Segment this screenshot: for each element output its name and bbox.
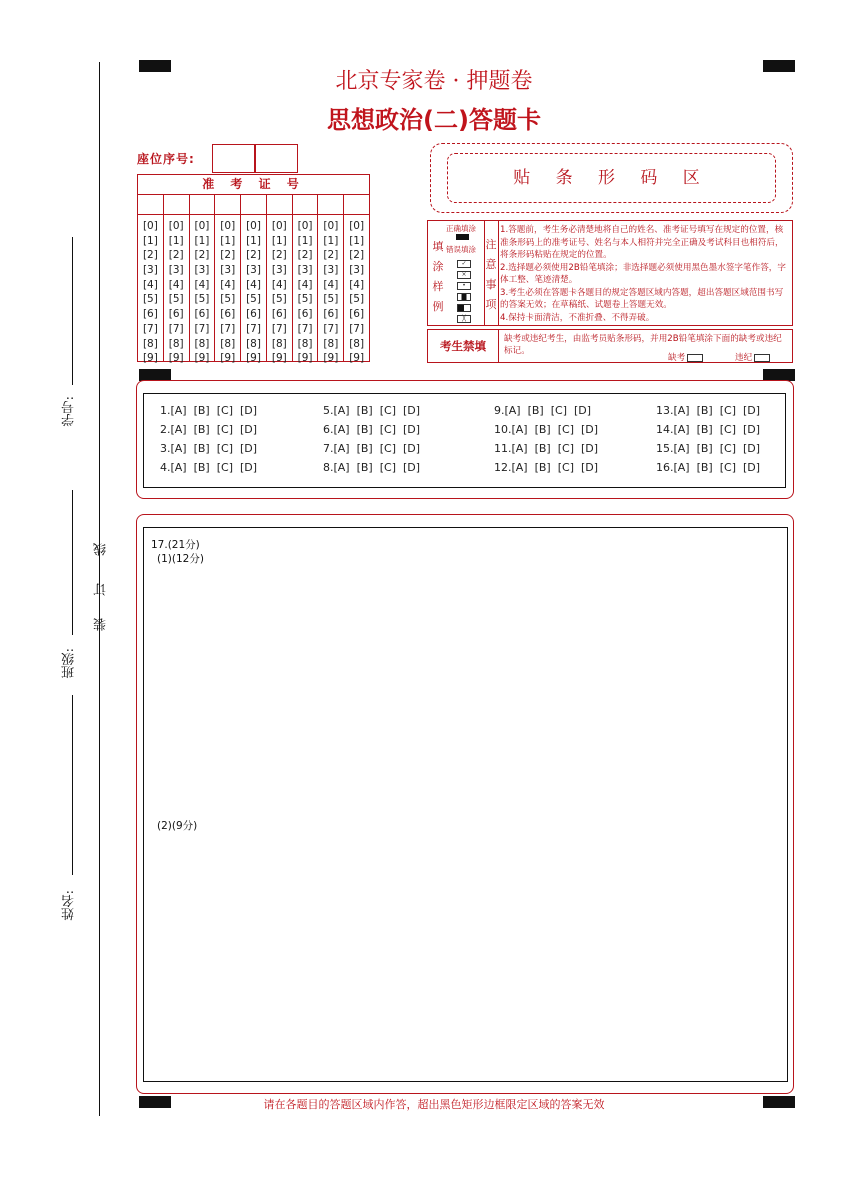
exam-digit-bubble[interactable]: [5]	[246, 293, 261, 306]
exam-digit-bubble[interactable]: [5]	[349, 293, 365, 306]
exam-number-write-cell[interactable]	[267, 194, 292, 215]
absent-mark[interactable]: 缺考	[668, 351, 703, 363]
mcq-question-9[interactable]: 9.[A] [B] [C] [D]	[494, 404, 592, 417]
exam-digit-bubble[interactable]: [4]	[349, 278, 365, 291]
notice-item-3: 3.考生必须在答题卡各题目的规定答题区域内答题，超出答题区域范围书写的答案无效；在草稿纸、试题卷上答题无效。	[500, 287, 784, 310]
exam-digit-bubble[interactable]: [1]	[142, 234, 158, 247]
absent-checkbox[interactable]	[687, 354, 703, 362]
exam-number-table	[137, 174, 370, 365]
exam-digit-bubble[interactable]: [5]	[220, 293, 236, 306]
exam-digit-bubble[interactable]: [6]	[246, 308, 261, 321]
exam-digit-bubble[interactable]: [1]	[220, 234, 236, 247]
exam-digit-bubble[interactable]: [4]	[220, 278, 236, 291]
exam-digit-bubble[interactable]: [5]	[297, 293, 313, 306]
wrong-sample-cross-icon: ×	[457, 271, 471, 279]
fill-example	[428, 221, 485, 325]
exam-number-column	[318, 194, 344, 365]
student-id-label: 学号:	[62, 396, 77, 427]
exam-digit-bubble[interactable]: [8]	[349, 337, 365, 350]
answer-card-title: 思想政治(二)答题卡	[327, 106, 541, 134]
mcq-question-15[interactable]: 15.[A] [B] [C] [D]	[656, 442, 761, 455]
exam-number-write-cell[interactable]	[190, 194, 215, 215]
mcq-question-7[interactable]: 7.[A] [B] [C] [D]	[323, 442, 421, 455]
essay-section	[136, 514, 794, 1094]
exam-digit-bubble[interactable]: [3]	[271, 264, 287, 277]
exam-digit-bubble[interactable]: [9]	[323, 352, 339, 365]
exam-digit-bubble[interactable]: [1]	[297, 234, 313, 247]
exam-number-column	[190, 194, 216, 365]
invigilator-only-text: 缺考或违纪考生，由监考员贴条形码，并用2B铅笔填涂下面的缺考或违纪标记。	[504, 334, 782, 356]
exam-digit-bubble[interactable]: [2]	[142, 249, 158, 262]
fill-example-vertical-label: 填 涂 样 例	[432, 240, 444, 313]
exam-digit-bubble[interactable]: [7]	[142, 322, 158, 335]
barcode-label: 贴 条 形 码 区	[447, 153, 776, 203]
exam-digit-bubble[interactable]: [2]	[220, 249, 236, 262]
exam-digit-bubble[interactable]: [1]	[194, 234, 210, 247]
binding-text-zhuang: 装	[94, 618, 109, 631]
mcq-question-11[interactable]: 11.[A] [B] [C] [D]	[494, 442, 599, 455]
exam-digit-bubble[interactable]: [3]	[323, 264, 339, 277]
notice-item-2: 2.选择题必须使用2B铅笔填涂；非选择题必须使用黑色墨水签字笔作答，字体工整、笔迹清楚。	[500, 262, 786, 285]
question-17-part-1: (1)(12分)	[157, 553, 204, 565]
exam-digit-bubble[interactable]: [1]	[168, 234, 184, 247]
exam-number-write-cell[interactable]	[318, 194, 343, 215]
exam-digit-bubble[interactable]: [8]	[246, 337, 261, 350]
exam-digit-bubble[interactable]: [4]	[194, 278, 210, 291]
wrong-fill-label: 错误填涂	[446, 245, 476, 254]
exam-number-write-cell[interactable]	[293, 194, 318, 215]
exam-digit-bubble[interactable]: [9]	[246, 352, 261, 365]
wrong-sample-diagonal-icon: ╳	[457, 315, 471, 323]
exam-digit-bubble[interactable]: [0]	[168, 220, 184, 232]
exam-number-column	[293, 194, 319, 365]
exam-digit-bubble[interactable]: [6]	[323, 308, 339, 321]
exam-digit-bubble[interactable]: [5]	[271, 293, 287, 306]
exam-digit-bubble[interactable]: [8]	[142, 337, 158, 350]
exam-number-title: 准 考 证 号	[138, 175, 369, 195]
exam-digit-bubble[interactable]: [7]	[297, 322, 313, 335]
student-id-line	[72, 237, 73, 385]
name-line	[72, 695, 73, 875]
exam-digit-bubble[interactable]: [7]	[194, 322, 210, 335]
mcq-question-10[interactable]: 10.[A] [B] [C] [D]	[494, 423, 599, 436]
mcq-question-8[interactable]: 8.[A] [B] [C] [D]	[323, 461, 421, 474]
exam-digit-bubble[interactable]: [2]	[168, 249, 184, 262]
mcq-question-5[interactable]: 5.[A] [B] [C] [D]	[323, 404, 421, 417]
exam-digit-bubble[interactable]: [1]	[323, 234, 339, 247]
exam-digit-bubble[interactable]: [6]	[142, 308, 158, 321]
exam-digit-bubble[interactable]: [6]	[168, 308, 184, 321]
exam-digit-bubble[interactable]: [0]	[323, 220, 339, 232]
exam-digit-bubble[interactable]: [7]	[168, 322, 184, 335]
exam-digit-bubble[interactable]: [9]	[271, 352, 287, 365]
exam-number-write-cell[interactable]	[344, 194, 369, 215]
exam-digit-bubble[interactable]: [2]	[194, 249, 210, 262]
notice-box	[427, 220, 793, 326]
exam-number-column	[267, 194, 293, 365]
exam-digit-bubble[interactable]: [3]	[297, 264, 313, 277]
name-label: 姓名:	[62, 890, 77, 921]
correct-fill-label: 正确填涂	[446, 224, 476, 233]
exam-digit-bubble[interactable]: [8]	[271, 337, 287, 350]
footer-warning: 请在各题目的答题区域内作答，超出黑色矩形边框限定区域的答案无效	[263, 1098, 605, 1111]
exam-digit-bubble[interactable]: [2]	[349, 249, 365, 262]
exam-number-write-cell[interactable]	[138, 194, 163, 215]
exam-digit-bubble[interactable]: [6]	[271, 308, 287, 321]
exam-digit-bubble[interactable]: [4]	[297, 278, 313, 291]
exam-digit-bubble[interactable]: [6]	[349, 308, 365, 321]
violation-mark[interactable]: 违纪	[735, 351, 770, 363]
exam-series-title: 北京专家卷 · 押题卷	[335, 69, 533, 94]
exam-digit-bubble[interactable]: [5]	[142, 293, 158, 306]
exam-digit-bubble[interactable]: [4]	[246, 278, 261, 291]
mcq-question-3[interactable]: 3.[A] [B] [C] [D]	[160, 442, 258, 455]
exam-digit-bubble[interactable]: [5]	[168, 293, 184, 306]
exam-digit-bubble[interactable]: [9]	[168, 352, 184, 365]
exam-number-column	[215, 194, 241, 365]
exam-number-write-cell[interactable]	[241, 194, 266, 215]
exam-digit-bubble[interactable]: [3]	[142, 264, 158, 277]
exam-digit-bubble[interactable]: [8]	[168, 337, 184, 350]
exam-digit-bubble[interactable]: [4]	[168, 278, 184, 291]
exam-digit-bubble[interactable]: [0]	[142, 220, 158, 232]
violation-checkbox[interactable]	[754, 354, 770, 362]
invigilator-only-label: 考生禁填	[428, 330, 499, 362]
exam-number-column	[241, 194, 267, 365]
exam-digit-bubble[interactable]: [0]	[349, 220, 365, 232]
exam-digit-bubble[interactable]: [8]	[194, 337, 210, 350]
exam-digit-bubble[interactable]: [2]	[271, 249, 287, 262]
wrong-sample-check-icon: ✓	[457, 260, 471, 268]
exam-digit-bubble[interactable]: [2]	[246, 249, 261, 262]
exam-number-write-cell[interactable]	[164, 194, 189, 215]
exam-digit-bubble[interactable]: [7]	[246, 322, 261, 335]
exam-number-column	[138, 194, 164, 365]
exam-digit-bubble[interactable]: [5]	[194, 293, 210, 306]
mcq-question-2[interactable]: 2.[A] [B] [C] [D]	[160, 423, 258, 436]
exam-number-columns	[138, 194, 369, 365]
seat-number-box-1[interactable]	[212, 144, 256, 173]
essay-answer-frame[interactable]	[143, 527, 788, 1082]
mcq-question-16[interactable]: 16.[A] [B] [C] [D]	[656, 461, 761, 474]
barcode-area	[430, 143, 793, 213]
exam-digit-bubble[interactable]: [9]	[349, 352, 365, 365]
exam-digit-bubble[interactable]: [8]	[297, 337, 313, 350]
exam-digit-bubble[interactable]: [6]	[220, 308, 236, 321]
exam-digit-bubble[interactable]: [4]	[271, 278, 287, 291]
exam-digit-bubble[interactable]: [6]	[297, 308, 313, 321]
exam-digit-bubble[interactable]: [8]	[323, 337, 339, 350]
exam-digit-bubble[interactable]: [3]	[349, 264, 365, 277]
exam-digit-bubble[interactable]: [1]	[246, 234, 261, 247]
mcq-question-14[interactable]: 14.[A] [B] [C] [D]	[656, 423, 761, 436]
wrong-sample-half-icon	[457, 304, 471, 312]
notice-items	[500, 224, 788, 324]
exam-digit-bubble[interactable]: [0]	[271, 220, 287, 232]
seat-number-box-2[interactable]	[254, 144, 298, 173]
multiple-choice-section	[136, 380, 794, 499]
wrong-fill-samples	[457, 257, 471, 323]
exam-digit-bubble[interactable]: [2]	[323, 249, 339, 262]
class-label: 班级:	[62, 648, 77, 679]
exam-digit-bubble[interactable]: [7]	[271, 322, 287, 335]
seat-number-label: 座位序号:	[137, 152, 195, 166]
exam-number-column	[164, 194, 190, 365]
question-17-title: 17.(21分)	[151, 539, 200, 551]
mcq-question-4[interactable]: 4.[A] [B] [C] [D]	[160, 461, 258, 474]
mcq-question-12[interactable]: 12.[A] [B] [C] [D]	[494, 461, 599, 474]
exam-digit-bubble[interactable]: [7]	[220, 322, 236, 335]
exam-digit-bubble[interactable]: [2]	[297, 249, 313, 262]
notice-item-1: 1.答题前，考生务必清楚地将自己的姓名、准考证号填写在规定的位置，核准条形码上的准考证号、姓名与本人相符并完全正确及考试科目也相符后，将条形码粘贴在规定的位置。	[500, 225, 784, 260]
mcq-question-1[interactable]: 1.[A] [B] [C] [D]	[160, 404, 258, 417]
exam-digit-bubble[interactable]: [7]	[323, 322, 339, 335]
exam-digit-bubble[interactable]: [4]	[323, 278, 339, 291]
exam-digit-bubble[interactable]: [3]	[168, 264, 184, 277]
exam-digit-bubble[interactable]: [6]	[194, 308, 210, 321]
mcq-question-13[interactable]: 13.[A] [B] [C] [D]	[656, 404, 761, 417]
class-line	[72, 490, 73, 635]
invigilator-only-box	[427, 329, 793, 363]
exam-digit-bubble[interactable]: [3]	[246, 264, 261, 277]
exam-digit-bubble[interactable]: [3]	[194, 264, 210, 277]
exam-digit-bubble[interactable]: [5]	[323, 293, 339, 306]
exam-digit-bubble[interactable]: [0]	[297, 220, 313, 232]
wrong-sample-partial-icon	[457, 293, 471, 301]
notice-vertical-label: 注 意 事 项	[484, 221, 499, 325]
exam-digit-bubble[interactable]: [9]	[220, 352, 236, 365]
exam-digit-bubble[interactable]: [1]	[271, 234, 287, 247]
binding-text-ding: 订	[94, 583, 109, 596]
exam-digit-bubble[interactable]: [8]	[220, 337, 236, 350]
exam-digit-bubble[interactable]: [0]	[194, 220, 210, 232]
question-17-part-2: (2)(9分)	[157, 820, 198, 832]
notice-item-4: 4.保持卡面清洁，不准折叠、不得弄破。	[500, 312, 655, 323]
exam-digit-bubble[interactable]: [9]	[142, 352, 158, 365]
exam-digit-bubble[interactable]: [3]	[220, 264, 236, 277]
exam-digit-bubble[interactable]: [9]	[297, 352, 313, 365]
exam-digit-bubble[interactable]: [7]	[349, 322, 365, 335]
exam-digit-bubble[interactable]: [0]	[246, 220, 261, 232]
mcq-question-6[interactable]: 6.[A] [B] [C] [D]	[323, 423, 421, 436]
exam-number-column	[344, 194, 369, 365]
binding-text-xian: 线	[94, 543, 109, 556]
exam-digit-bubble[interactable]: [0]	[220, 220, 236, 232]
exam-number-write-cell[interactable]	[215, 194, 240, 215]
wrong-sample-dot-icon: •	[457, 282, 471, 290]
exam-digit-bubble[interactable]: [1]	[349, 234, 365, 247]
correct-fill-sample	[456, 234, 469, 240]
exam-digit-bubble[interactable]: [4]	[142, 278, 158, 291]
exam-digit-bubble[interactable]: [9]	[194, 352, 210, 365]
